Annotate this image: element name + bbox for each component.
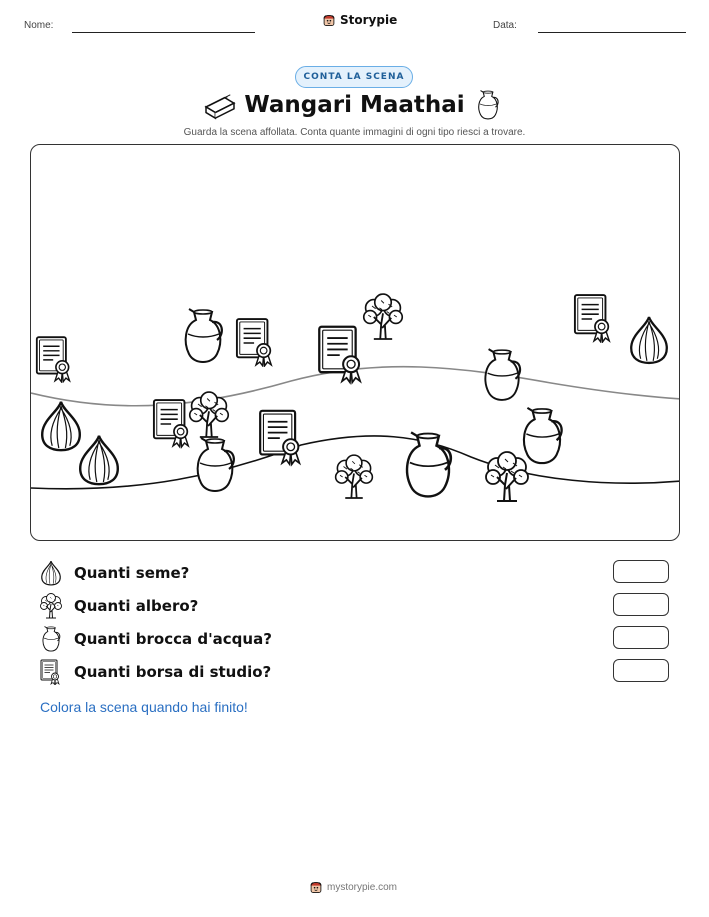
- question-row-tree: [38, 593, 198, 619]
- name-field-line[interactable]: [72, 32, 255, 33]
- scene-illustration: [31, 145, 680, 541]
- instructions: Guarda la scena affollata. Conta quante immagini di ogni tipo riesci a trovare.: [183, 127, 526, 138]
- question-text: Quanti seme?: [74, 564, 190, 582]
- water-jug-icon: [198, 438, 234, 491]
- question-row-scholarship: [38, 659, 271, 685]
- seed-icon: [38, 560, 64, 586]
- water-jug-icon: [38, 626, 64, 652]
- date-field-line[interactable]: [538, 32, 686, 33]
- brand-name: Storypie: [340, 13, 398, 27]
- mascot-icon: [309, 880, 323, 894]
- seed-icon: [631, 317, 667, 363]
- name-label: Nome:: [24, 20, 54, 31]
- date-label: Data:: [493, 20, 517, 31]
- question-text: Quanti albero?: [74, 597, 199, 615]
- certificate-icon: [575, 295, 609, 342]
- coloring-note: Colora la scena quando hai finito!: [40, 699, 248, 715]
- answer-box-scholarship[interactable]: [613, 659, 669, 682]
- tree-icon: [486, 452, 528, 501]
- tree-icon: [364, 294, 403, 339]
- tree-icon: [38, 593, 64, 619]
- seed-icon: [80, 436, 118, 484]
- certificate-icon: [237, 319, 271, 366]
- answer-box-tree[interactable]: [613, 593, 669, 616]
- water-jug-icon: [186, 309, 222, 362]
- certificate-icon: [154, 400, 188, 447]
- question-row-water-jug: [38, 626, 272, 652]
- answer-box-seed[interactable]: [613, 560, 669, 583]
- counting-scene: [30, 144, 680, 541]
- seed-icon: [42, 402, 80, 450]
- tree-icon: [190, 392, 229, 437]
- brand-logo: [322, 13, 397, 27]
- tree-icon: [336, 455, 373, 498]
- certificate-icon: [260, 411, 299, 464]
- question-text: Quanti brocca d'acqua?: [74, 630, 272, 648]
- water-jug-icon: [475, 90, 501, 120]
- mascot-icon: [322, 13, 336, 27]
- water-jug-icon: [485, 349, 520, 400]
- activity-badge: CONTA LA SCENA: [295, 66, 413, 88]
- footer: [309, 880, 397, 894]
- certificate-icon: [37, 337, 70, 382]
- scholarship-certificate-icon: [38, 659, 64, 685]
- question-text: Quanti borsa di studio?: [74, 663, 272, 681]
- page-title: Wangari Maathai: [244, 92, 465, 118]
- answer-box-water-jug[interactable]: [613, 626, 669, 649]
- footer-url: mystorypie.com: [327, 881, 398, 893]
- water-jug-icon: [524, 408, 562, 463]
- question-row-seed: [38, 560, 189, 586]
- water-jug-icon: [407, 432, 451, 496]
